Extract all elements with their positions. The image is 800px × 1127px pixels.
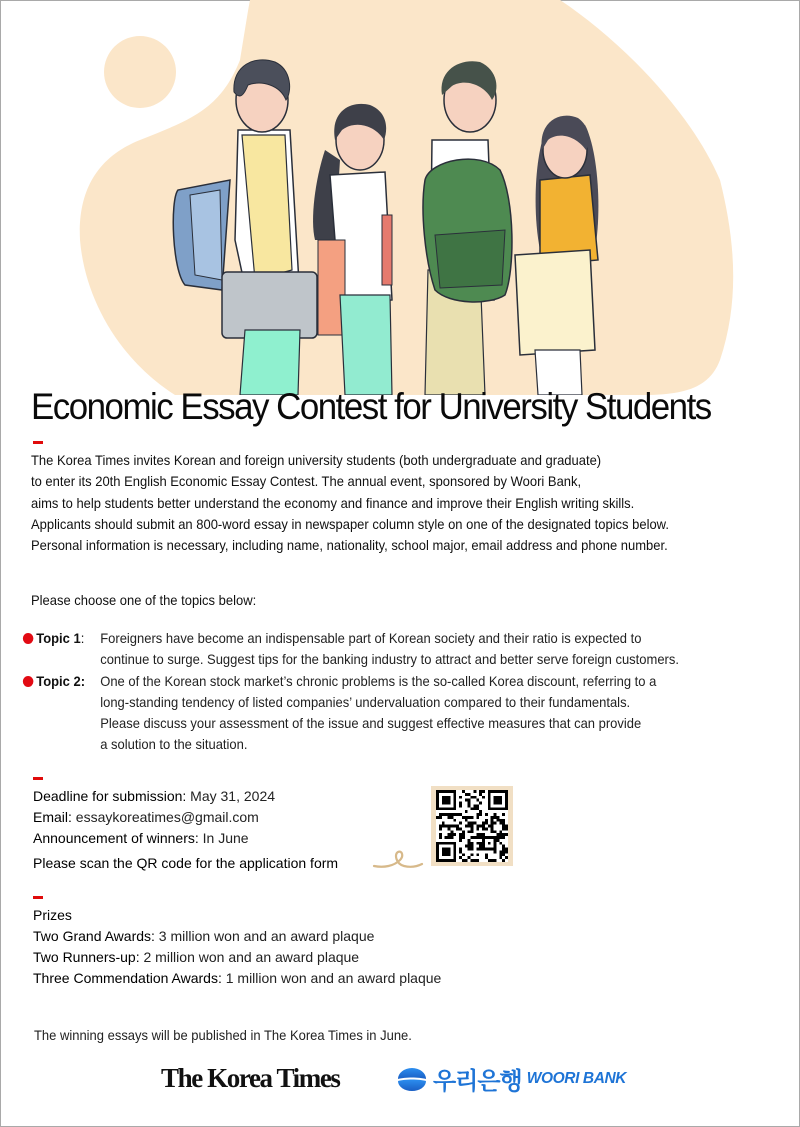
qr-module: [465, 799, 468, 802]
qr-module: [494, 830, 497, 833]
email-link[interactable]: essaykoreatimes@gmail.com: [71, 809, 259, 825]
intro-line: to enter its 20th English Economic Essay Contest. The annual event, sponsored by Woori Bank,: [31, 474, 582, 490]
qr-module: [453, 813, 456, 816]
publication-note: The winning essays will be published in The Korea Times in June.: [34, 1028, 412, 1043]
hero-illustration: [0, 0, 800, 395]
qr-module: [468, 793, 471, 796]
qr-module: [494, 822, 497, 825]
intro-line: The Korea Times invites Korean and foreign university students (both undergraduate and graduate): [31, 453, 602, 468]
qr-module: [459, 802, 462, 805]
topic-line: One of the Korean stock market’s chronic problems is the so-called Korea discount, referring to a: [100, 673, 657, 689]
qr-module: [499, 819, 502, 822]
qr-module: [471, 796, 474, 799]
topics-list: [20, 628, 790, 756]
qr-module: [462, 790, 465, 793]
qr-module: [476, 816, 479, 819]
qr-module: [453, 819, 456, 822]
qr-module: [496, 819, 499, 822]
qr-module: [465, 793, 468, 796]
qr-module: [456, 813, 459, 816]
qr-module: [476, 848, 479, 851]
korea-times-logo: The Korea Times: [161, 1063, 340, 1093]
qr-module: [479, 836, 482, 839]
qr-module: [488, 842, 491, 845]
qr-module: [485, 822, 488, 825]
qr-module: [479, 813, 482, 816]
qr-module: [459, 796, 462, 799]
qr-module: [468, 848, 471, 851]
qr-module: [450, 816, 453, 819]
qr-module: [465, 819, 468, 822]
qr-module: [468, 856, 471, 859]
qr-module: [502, 827, 505, 830]
announcement-value: In June: [198, 830, 249, 846]
qr-module: [476, 807, 479, 810]
qr-module: [468, 804, 471, 807]
qr-module: [450, 830, 453, 833]
intro-line: aims to help students better understand the economy and finance and improve their English writing skills.: [31, 495, 635, 511]
prize-label: Three Commendation Awards:: [33, 970, 222, 986]
qr-module: [473, 804, 476, 807]
qr-module: [471, 845, 474, 848]
woori-bank-korean-name: 우리은행: [433, 1067, 522, 1095]
woori-bank-logo: [397, 1061, 626, 1096]
woori-bank-emblem-icon: [397, 1067, 427, 1091]
qr-module: [462, 859, 465, 862]
scan-qr-prompt: Please scan the QR code for the application form: [33, 855, 339, 871]
qr-module: [471, 825, 474, 828]
qr-module: [471, 836, 474, 839]
qr-module: [499, 830, 502, 833]
students-illustration: [0, 0, 800, 395]
qr-module: [439, 833, 442, 836]
red-bullet-icon: [23, 633, 34, 644]
prize-row: [33, 968, 441, 989]
qr-module: [499, 833, 502, 836]
poster-title: Economic Essay Contest for University Students: [31, 385, 711, 427]
topic-line: continue to surge. Suggest tips for the banking industry to attract and better serve foreign customers.: [100, 652, 679, 668]
qr-module: [494, 813, 497, 816]
qr-module: [502, 819, 505, 822]
qr-module: [491, 827, 494, 830]
qr-module: [473, 836, 476, 839]
qr-module: [502, 813, 505, 816]
qr-module: [459, 856, 462, 859]
qr-module: [448, 833, 451, 836]
qr-module: [436, 816, 439, 819]
qr-module: [459, 848, 462, 851]
prizes-heading: Prizes: [33, 907, 72, 923]
topic-line: long-standing tendency of listed companies’ undervaluation compared to their fundamentals.: [100, 694, 631, 710]
prize-value: 1 million won and an award plaque: [221, 970, 442, 986]
qr-module: [479, 790, 482, 793]
intro-line: Personal information is necessary, including name, nationality, school major, email address and phone number.: [31, 538, 668, 554]
topic-item: [20, 671, 755, 756]
qr-module: [494, 816, 497, 819]
qr-module: [488, 825, 491, 828]
qr-module: [491, 822, 494, 825]
qr-module: [476, 853, 479, 856]
qr-module: [439, 813, 442, 816]
topic-label-text: Topic 2: [36, 673, 81, 689]
topic-line: a solution to the situation.: [100, 737, 248, 753]
qr-module: [479, 845, 482, 848]
qr-module: [485, 827, 488, 830]
qr-module: [488, 859, 491, 862]
qr-module: [485, 819, 488, 822]
qr-module: [448, 813, 451, 816]
qr-module: [496, 816, 499, 819]
qr-module: [476, 825, 479, 828]
qr-module: [505, 825, 508, 828]
qr-module: [479, 810, 482, 813]
qr-module: [485, 813, 488, 816]
prize-row: [33, 926, 441, 947]
qr-module: [468, 802, 471, 805]
qr-module: [456, 827, 459, 830]
qr-module: [465, 810, 468, 813]
qr-module: [445, 836, 448, 839]
qr-module: [476, 842, 479, 845]
qr-module: [491, 819, 494, 822]
qr-module: [494, 850, 497, 853]
qr-module: [442, 796, 451, 805]
qr-module: [465, 816, 468, 819]
qr-module: [491, 830, 494, 833]
qr-module: [439, 836, 442, 839]
qr-module: [459, 813, 462, 816]
qr-module: [442, 825, 445, 828]
qr-module: [448, 816, 451, 819]
topic-line: Foreigners have become an indispensable part of Korean society and their ratio is expected to: [100, 631, 642, 646]
email-row: [33, 807, 275, 828]
qr-module: [479, 793, 482, 796]
qr-module: [471, 807, 474, 810]
qr-module: [502, 848, 505, 851]
qr-module: [502, 853, 505, 856]
qr-module: [502, 836, 505, 839]
qr-module: [468, 822, 471, 825]
topic-label-text: Topic 1: [36, 631, 81, 646]
swirl-decoration-icon: [372, 846, 424, 872]
qr-module: [476, 827, 479, 830]
qr-module: [471, 830, 474, 833]
qr-module: [491, 859, 494, 862]
qr-module: [494, 859, 497, 862]
qr-module: [471, 816, 474, 819]
qr-module: [502, 825, 505, 828]
qr-module: [502, 859, 505, 862]
topic-colon: :: [80, 631, 85, 646]
qr-module: [476, 833, 479, 836]
qr-module: [468, 825, 471, 828]
qr-module: [496, 839, 499, 842]
qr-module: [505, 827, 508, 830]
topic-item: [20, 628, 755, 671]
intro-line: Applicants should submit an 800-word essay in newspaper column style on one of the designated topics below.: [31, 516, 669, 532]
qr-module: [476, 813, 479, 816]
qr-module: [459, 839, 462, 842]
qr-code-frame[interactable]: [431, 786, 513, 866]
qr-module: [448, 827, 451, 830]
qr-module: [505, 856, 508, 859]
choose-topic-prompt: Please choose one of the topics below:: [31, 593, 257, 608]
intro-paragraph: [31, 450, 757, 556]
qr-module: [499, 842, 502, 845]
section-marker: [33, 441, 43, 444]
qr-module: [482, 796, 485, 799]
qr-module: [473, 790, 476, 793]
qr-module: [479, 842, 482, 845]
small-blob: [104, 36, 176, 108]
qr-module: [476, 799, 479, 802]
red-bullet-icon: [23, 676, 34, 687]
woori-bank-english-name: WOORI BANK: [526, 1069, 627, 1087]
qr-module: [439, 825, 442, 828]
qr-module: [468, 830, 471, 833]
qr-module: [465, 859, 468, 862]
qr-module: [485, 853, 488, 856]
contest-details: [33, 786, 275, 849]
qr-module: [505, 833, 508, 836]
qr-module: [502, 833, 505, 836]
qr-module: [468, 845, 471, 848]
prize-label: Two Grand Awards:: [33, 928, 155, 944]
section-marker: [33, 896, 43, 899]
qr-module: [473, 796, 476, 799]
qr-module: [465, 845, 468, 848]
prize-label: Two Runners-up:: [33, 949, 140, 965]
qr-module: [496, 833, 499, 836]
qr-module: [465, 825, 468, 828]
qr-module: [491, 825, 494, 828]
announcement-row: [33, 828, 275, 849]
qr-module: [448, 825, 451, 828]
qr-module: [450, 836, 453, 839]
qr-module: [473, 822, 476, 825]
topic-text: [100, 671, 755, 756]
qr-module: [485, 856, 488, 859]
topic-label: [36, 671, 85, 692]
deadline-row: [33, 786, 275, 807]
qr-module: [453, 825, 456, 828]
topic-line: Please discuss your assessment of the issue and suggest effective measures that can provide: [100, 716, 642, 732]
qr-module: [499, 853, 502, 856]
qr-module: [479, 833, 482, 836]
qr-module: [471, 859, 474, 862]
qr-module: [453, 833, 456, 836]
qr-module: [439, 816, 442, 819]
qr-module: [471, 827, 474, 830]
qr-module: [468, 839, 471, 842]
qr-module: [442, 813, 445, 816]
qr-module: [476, 859, 479, 862]
qr-module: [450, 833, 453, 836]
qr-module: [479, 848, 482, 851]
qr-module: [462, 833, 465, 836]
qr-module: [494, 796, 503, 805]
announcement-label: Announcement of winners:: [33, 830, 199, 846]
qr-module: [445, 813, 448, 816]
qr-module: [471, 842, 474, 845]
qr-code-icon[interactable]: [435, 790, 509, 862]
qr-module: [448, 836, 451, 839]
qr-module: [456, 825, 459, 828]
qr-module: [502, 845, 505, 848]
qr-module: [450, 813, 453, 816]
qr-module: [442, 822, 445, 825]
qr-module: [459, 804, 462, 807]
prize-value: 2 million won and an award plaque: [139, 949, 360, 965]
deadline-label: Deadline for submission:: [33, 788, 187, 804]
qr-module: [462, 816, 465, 819]
qr-module: [482, 822, 485, 825]
qr-module: [496, 836, 499, 839]
qr-module: [476, 804, 479, 807]
qr-module: [462, 836, 465, 839]
qr-module: [459, 836, 462, 839]
qr-module: [468, 816, 471, 819]
qr-module: [479, 825, 482, 828]
qr-module: [473, 859, 476, 862]
qr-module: [499, 836, 502, 839]
qr-module: [502, 850, 505, 853]
qr-module: [491, 816, 494, 819]
prize-value: 3 million won and an award plaque: [154, 928, 375, 944]
qr-module: [468, 842, 471, 845]
qr-module: [482, 827, 485, 830]
topic-colon: :: [80, 673, 86, 689]
qr-module: [471, 848, 474, 851]
qr-module: [450, 825, 453, 828]
email-label: Email:: [33, 809, 72, 825]
qr-module: [482, 833, 485, 836]
qr-module: [479, 802, 482, 805]
qr-module: [468, 799, 471, 802]
topic-label: [36, 628, 84, 649]
qr-module: [482, 825, 485, 828]
prizes-section: [33, 905, 441, 989]
section-marker: [33, 777, 43, 780]
qr-module: [459, 833, 462, 836]
qr-module: [476, 836, 479, 839]
deadline-value: May 31, 2024: [186, 788, 276, 804]
qr-module: [439, 827, 442, 830]
qr-module: [445, 825, 448, 828]
qr-module: [499, 822, 502, 825]
qr-module: [459, 850, 462, 853]
qr-module: [505, 850, 508, 853]
qr-module: [471, 853, 474, 856]
topic-text: [100, 628, 755, 671]
qr-module: [505, 848, 508, 851]
qr-module: [462, 853, 465, 856]
qr-module: [462, 830, 465, 833]
qr-module: [482, 790, 485, 793]
qr-module: [473, 807, 476, 810]
qr-module: [471, 822, 474, 825]
qr-module: [459, 822, 462, 825]
qr-module: [499, 856, 502, 859]
prize-row: [33, 947, 441, 968]
qr-module: [442, 848, 451, 857]
qr-module: [459, 827, 462, 830]
qr-module: [499, 850, 502, 853]
qr-module: [502, 822, 505, 825]
